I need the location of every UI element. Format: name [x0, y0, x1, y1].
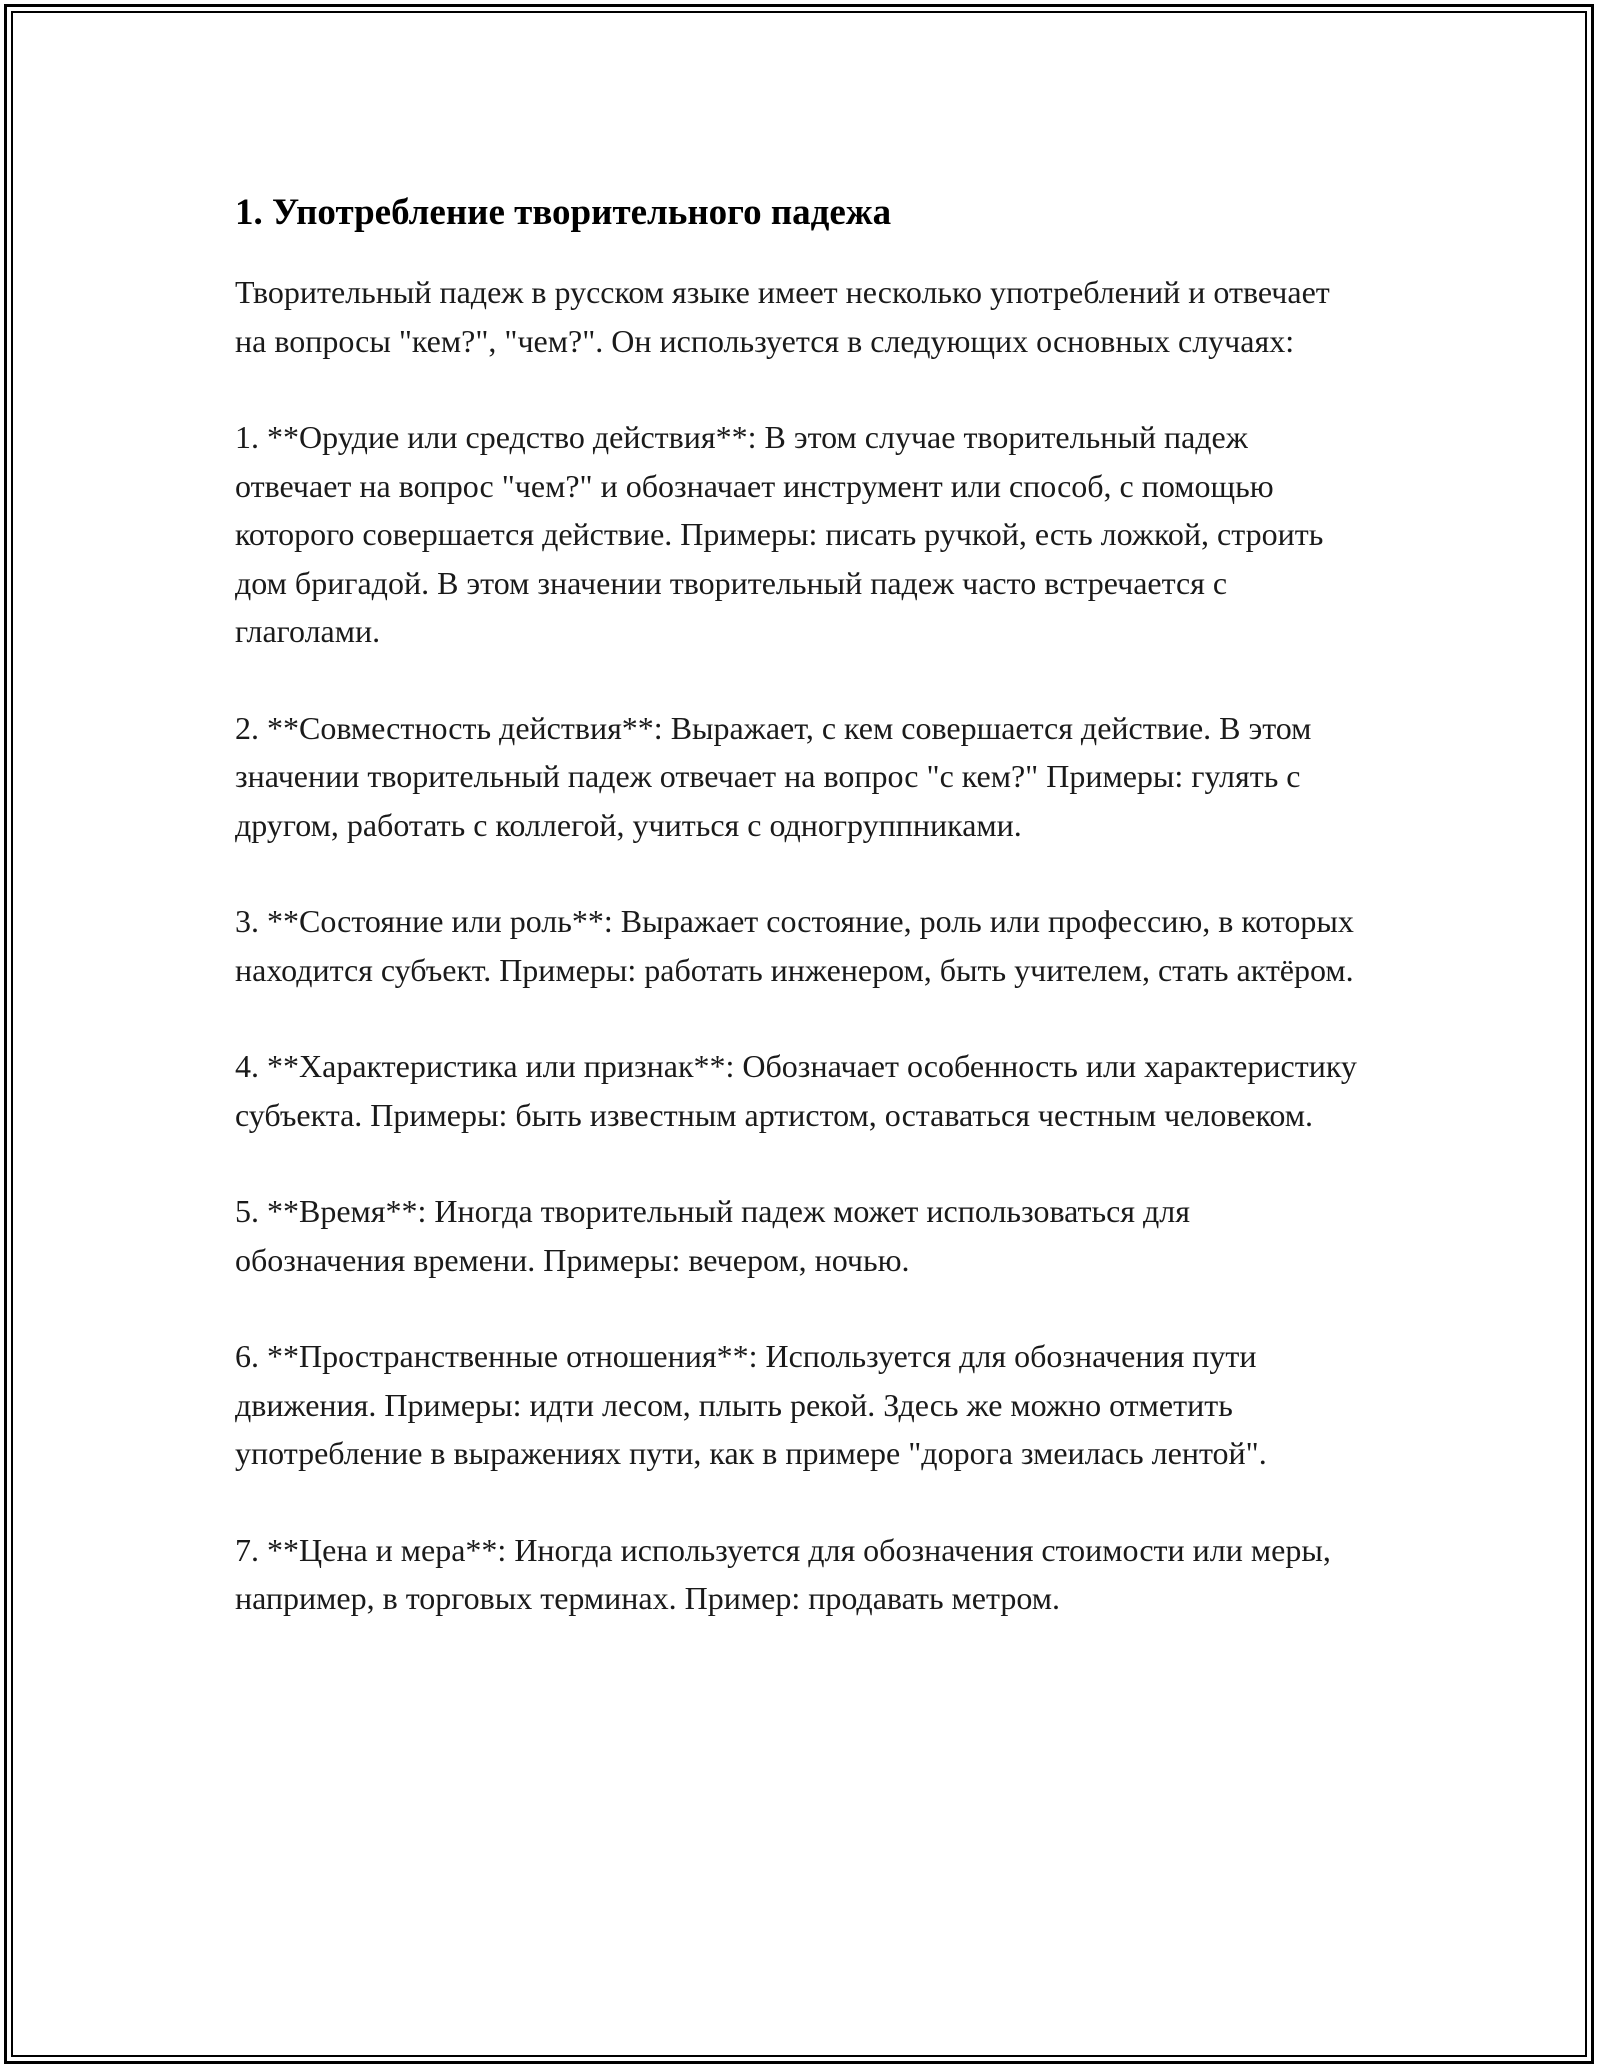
- list-item: 4. **Характеристика или признак**: Обозначает особенность или характеристику субъекта. Примеры: быть известным артистом, оставаться честным человеком.: [235, 1048, 1357, 1133]
- list-item: 6. **Пространственные отношения**: Используется для обозначения пути движения. Примеры: идти лесом, плыть рекой. Здесь же можно отметить употребление в выражениях пути, как в примере "дорога змеилась лентой".: [235, 1338, 1267, 1471]
- section-heading: 1. Употребление творительного падежа: [235, 192, 892, 233]
- list-item: 1. **Орудие или средство действия**: В этом случае творительный падеж отвечает на вопрос "чем?" и обозначает инструмент или способ, с помощью которого совершается действие. Примеры: писать ручкой, есть ложкой, строить дом бригадой. В этом значении творительный падеж часто встречается с глаголами.: [235, 419, 1324, 649]
- list-item: 7. **Цена и мера**: Иногда используется для обозначения стоимости или меры, например, в торговых терминах. Пример: продавать метром.: [235, 1531, 1331, 1616]
- list-item: 2. **Совместность действия**: Выражает, с кем совершается действие. В этом значении творительный падеж отвечает на вопрос "с кем?" Примеры: гулять с другом, работать с коллегой, учиться с одногруппниками.: [235, 709, 1312, 843]
- intro-paragraph: Творительный падеж в русском языке имеет несколько употреблений и отвечает на вопросы "кем?", "чем?". Он используется в следующих основных случаях:: [235, 274, 1330, 359]
- list-item: 3. **Состояние или роль**: Выражает состояние, роль или профессию, в которых находится субъект. Примеры: работать инженером, быть учителем, стать актёром.: [235, 903, 1354, 988]
- list-item: 5. **Время**: Иногда творительный падеж может использоваться для обозначения времени. Примеры: вечером, ночью.: [235, 1193, 1190, 1278]
- document-body: [235, 188, 1365, 1671]
